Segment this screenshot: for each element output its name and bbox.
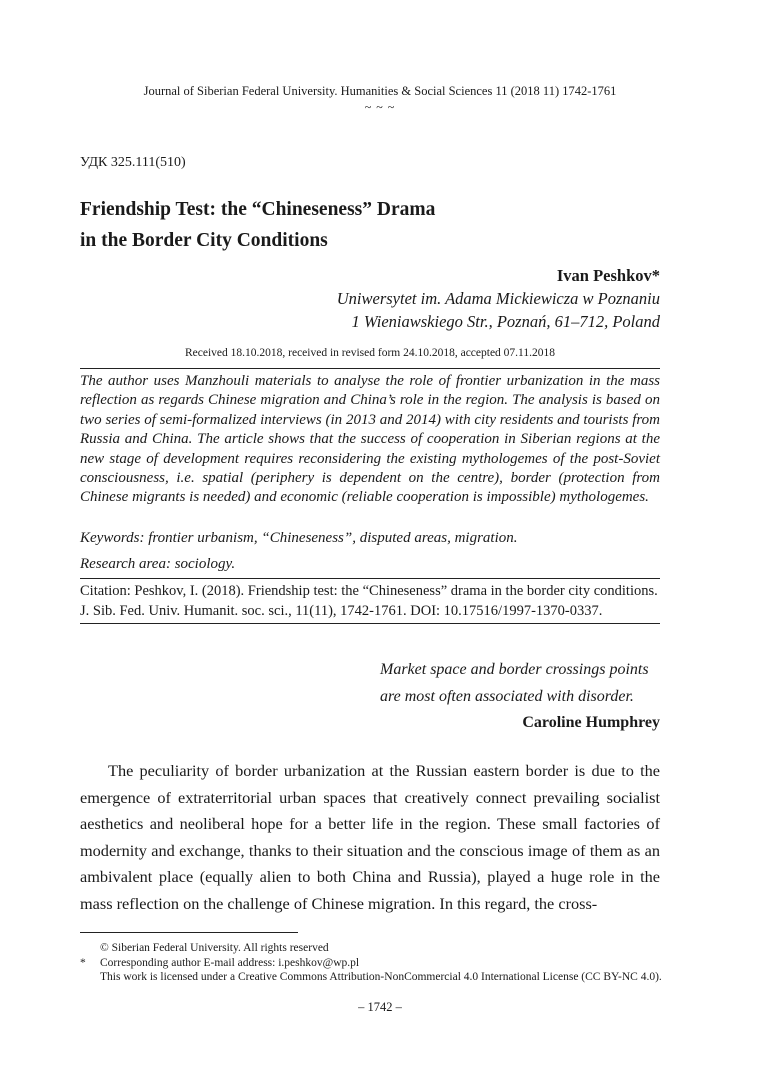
footnote-corresponding-text: Corresponding author E-mail address: i.peshkov@wp.pl xyxy=(100,956,360,969)
journal-header: Journal of Siberian Federal University. Humanities & Social Sciences 11 (2018 11) 1742-1761 xyxy=(143,84,617,98)
footnotes xyxy=(80,941,700,985)
footnote-divider xyxy=(80,932,298,933)
divider-top xyxy=(80,368,660,369)
footnote-copyright: © Siberian Federal University. All rights reserved xyxy=(100,942,329,954)
epigraph-line-2: are most often associated with disorder. xyxy=(380,687,634,705)
divider-citation-bottom xyxy=(80,623,660,624)
title-line-2: in the Border City Conditions xyxy=(80,230,328,251)
divider-citation-top xyxy=(80,578,660,579)
epigraph xyxy=(380,657,660,737)
received-dates: Received 18.10.2018, received in revised form 24.10.2018, accepted 07.11.2018 xyxy=(184,347,556,359)
body-text xyxy=(80,758,660,917)
citation xyxy=(80,582,660,621)
header-tilde-separator: ~ ~ ~ xyxy=(364,100,396,114)
author-block xyxy=(337,264,660,333)
epigraph-source: Caroline Humphrey xyxy=(522,714,660,731)
research-area: Research area: sociology. xyxy=(80,556,236,572)
footnote-corresponding xyxy=(80,956,700,971)
abstract: The author uses Manzhouli materials to analyse the role of frontier urbanization in the mass reflection as regards Chinese migration and China’s role in the region. The analysis is based on two series of semi-formalized interviews (in 2013 and 2014) with city residents and tourists from Russia and China. The article shows that the success of cooperation in Siberian regions at the new stage of development requires reconsidering the existing mythologemes of the post-Soviet consciousness, i.e. spatial (periphery is dependent on the centre), border (protection from Chinese migrants is needed) and economic (reliable cooperation is impossible) mythologemes. xyxy=(80,373,660,506)
author-name: Ivan Peshkov* xyxy=(556,266,660,285)
author-address: 1 Wieniawskiego Str., Poznań, 61–712, Poland xyxy=(351,312,660,331)
citation-line-2: J. Sib. Fed. Univ. Humanit. soc. sci., 11(11), 1742-1761. DOI: 10.17516/1997-1370-0337. xyxy=(80,602,603,619)
footnote-license: This work is licensed under a Creative Commons Attribution-NonCommercial 4.0 International License (CC BY-NC 4.0). xyxy=(100,971,662,983)
page-number: – 1742 – xyxy=(358,1000,402,1014)
author-affiliation: Uniwersytet im. Adama Mickiewicza w Poznaniu xyxy=(336,289,660,308)
body-paragraph: The peculiarity of border urbanization at the Russian eastern border is due to the emergence of extraterritorial urban spaces that creatively connect prevailing socialist aesthetics and neoliberal hope for a better life in the region. These small factories of modernity and exchange, thanks to their situation and the conscious image of them as an ambivalent place (equally alien to both China and Russia), played a huge role in the mass reflection on the challenge of Chinese migration. In this regard, the cross- xyxy=(80,761,660,913)
epigraph-line-1: Market space and border crossings points xyxy=(380,661,649,678)
article-title xyxy=(80,194,640,256)
udk-code: УДК 325.111(510) xyxy=(80,155,186,170)
footnote-star-mark: * xyxy=(80,956,86,969)
citation-line-1: Citation: Peshkov, I. (2018). Friendship test: the “Chineseness” drama in the border city conditions. xyxy=(80,583,658,599)
title-line-1: Friendship Test: the “Chineseness” Drama xyxy=(80,199,436,220)
keywords: Keywords: frontier urbanism, “Chineseness”, disputed areas, migration. xyxy=(80,530,518,546)
